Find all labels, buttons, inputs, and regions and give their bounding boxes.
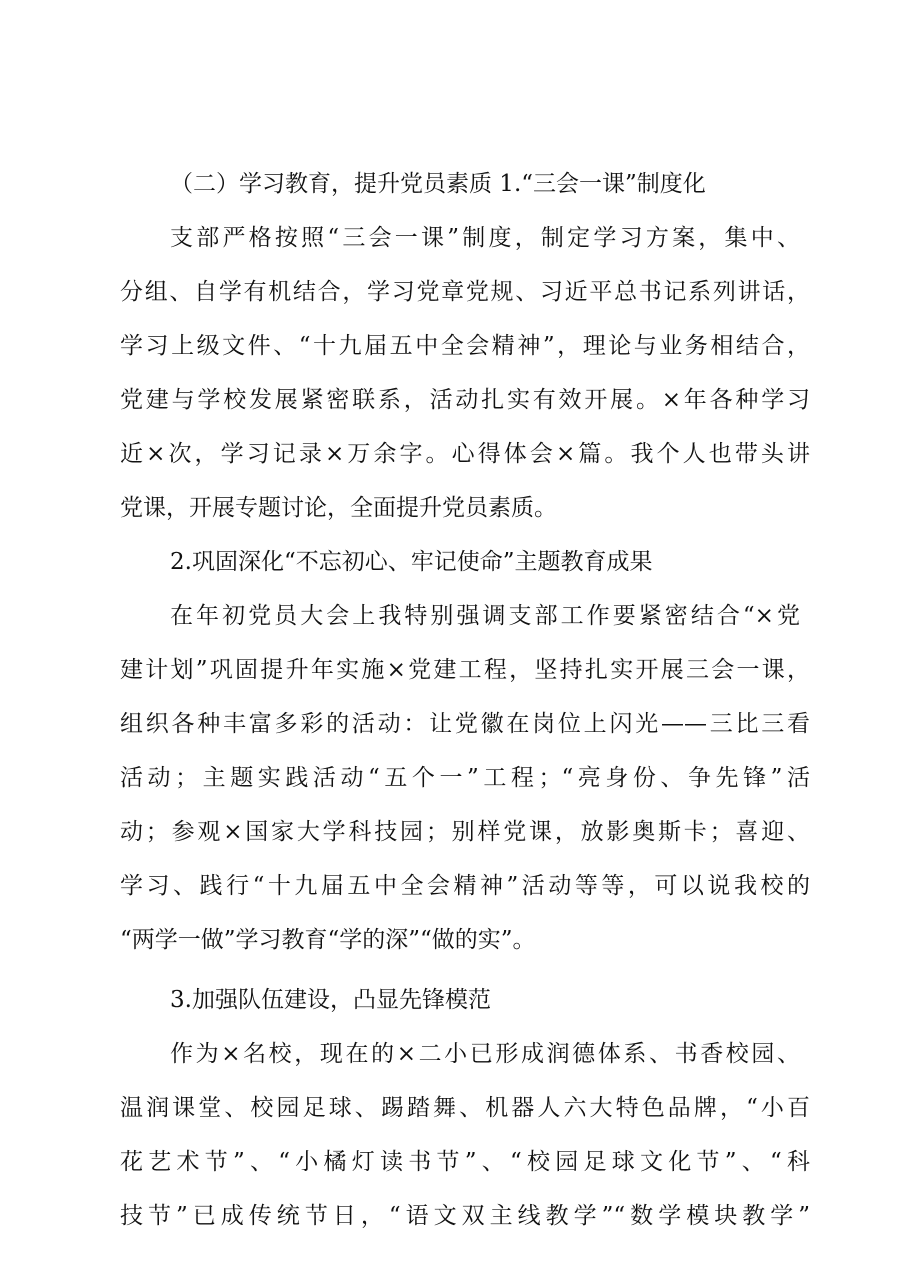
paragraph-line: 作为×名校，现在的×二小已形成润德体系、书香校园、 xyxy=(170,1041,800,1067)
paragraph-line: 动；参观×国家大学科技园；别样党课，放影奥斯卡；喜迎、 xyxy=(120,819,810,845)
paragraph-line: 组织各种丰富多彩的活动：让党徽在岗位上闪光——三比三看 xyxy=(120,711,810,737)
paragraph-line: 学习上级文件、“十九届五中全会精神”，理论与业务相结合， xyxy=(120,333,810,359)
paragraph-line: 温润课堂、校园足球、踢踏舞、机器人六大特色品牌，“小百 xyxy=(120,1095,810,1121)
paragraph-line: 在年初党员大会上我特别强调支部工作要紧密结合“×党 xyxy=(170,603,800,629)
section-heading: （二）学习教育，提升党员素质 1.“三会一课”制度化 xyxy=(170,171,706,197)
paragraph-line: “两学一做”学习教育“学的深”“做的实”。 xyxy=(120,927,536,953)
paragraph-line: 党建与学校发展紧密联系，活动扎实有效开展。×年各种学习 xyxy=(120,387,810,413)
paragraph-line: 学习、践行“十九届五中全会精神”活动等等，可以说我校的 xyxy=(120,873,810,899)
paragraph-line: 建计划”巩固提升年实施×党建工程，坚持扎实开展三会一课， xyxy=(120,657,810,683)
paragraph-line: 近×次，学习记录×万余字。心得体会×篇。我个人也带头讲 xyxy=(120,441,810,467)
paragraph-line: 活动；主题实践活动“五个一”工程；“亮身份、争先锋”活 xyxy=(120,765,810,791)
paragraph-line: 技节”已成传统节日，“语文双主线教学”“数学模块教学” xyxy=(120,1203,810,1229)
subsection-heading: 2.巩固深化“不忘初心、牢记使命”主题教育成果 xyxy=(170,549,653,575)
paragraph-line: 支部严格按照“三会一课”制度，制定学习方案，集中、 xyxy=(170,225,800,251)
paragraph-line: 花艺术节”、“小橘灯读书节”、“校园足球文化节”、“科 xyxy=(120,1149,810,1175)
subsection-heading: 3.加强队伍建设，凸显先锋模范 xyxy=(170,987,491,1013)
paragraph-line: 分组、自学有机结合，学习党章党规、习近平总书记系列讲话， xyxy=(120,279,810,305)
paragraph-line: 党课，开展专题讨论，全面提升党员素质。 xyxy=(120,495,557,521)
